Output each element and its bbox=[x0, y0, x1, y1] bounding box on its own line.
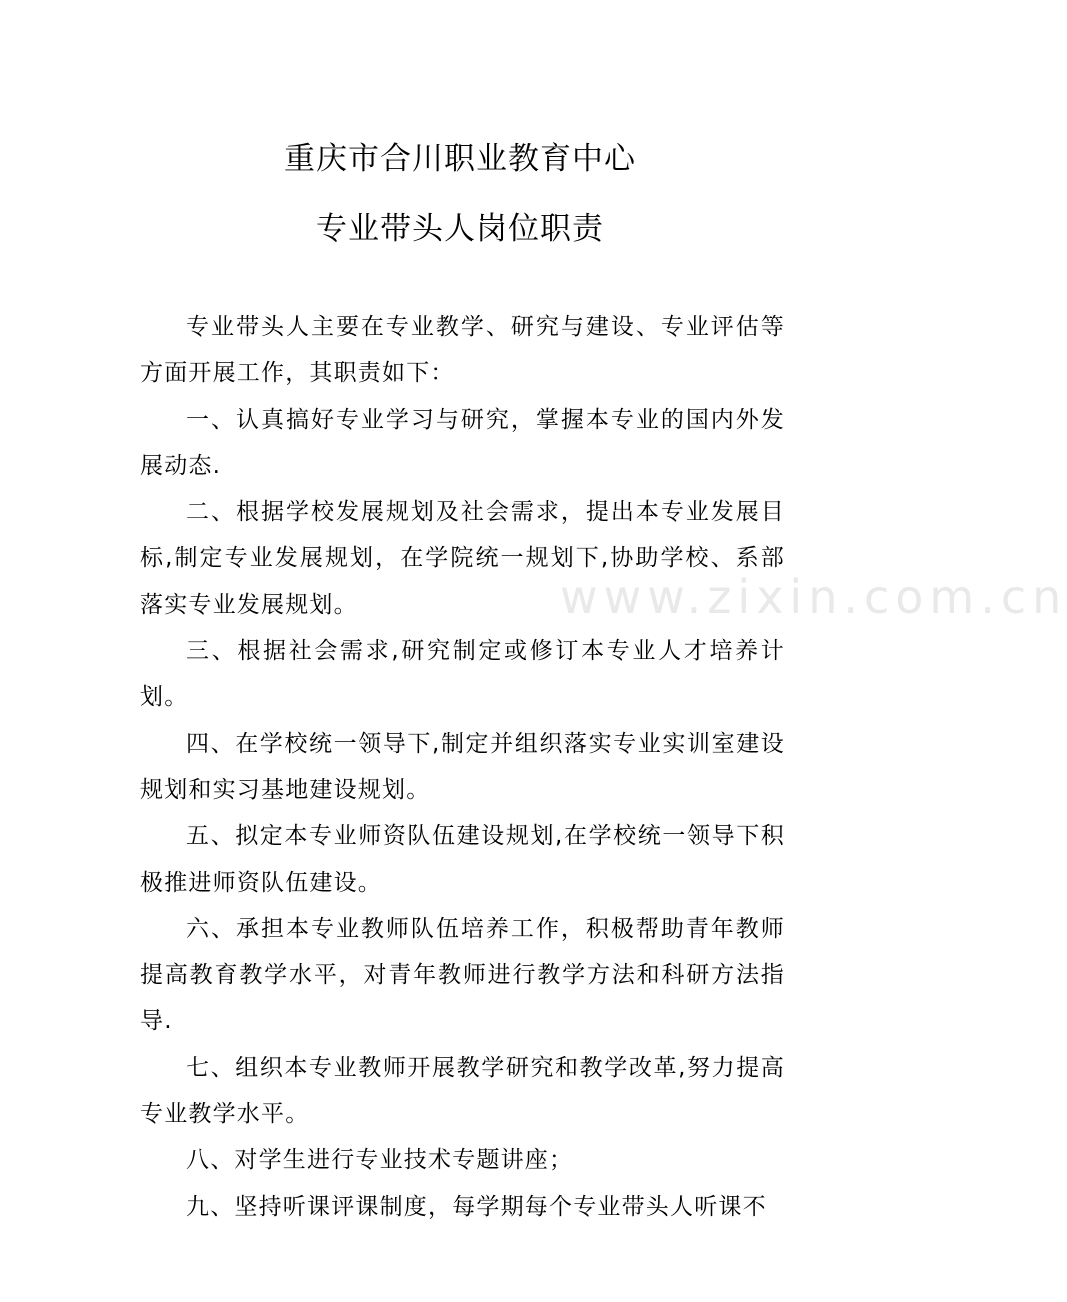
duty-item-1: 一、认真搞好专业学习与研究，掌握本专业的国内外发展动态. bbox=[140, 406, 785, 479]
duty-item-5: 五、拟定本专业师资队伍建设规划,在学校统一领导下积极推进师资队伍建设。 bbox=[140, 823, 785, 896]
duty-item-2: 二、根据学校发展规划及社会需求，提出本专业发展目标,制定专业发展规划，在学院统一规划下,协助学校、系部落实专业发展规划。 bbox=[140, 499, 785, 618]
document-subtitle: 专业带头人岗位职责 bbox=[316, 211, 604, 247]
document-body bbox=[140, 304, 785, 1230]
duty-item-9: 九、坚持听课评课制度，每学期每个专业带头人听课不 bbox=[186, 1193, 767, 1220]
duty-item-7: 七、组织本专业教师开展教学研究和教学改革,努力提高专业教学水平。 bbox=[140, 1054, 785, 1128]
watermark: www.zixin.com.cn bbox=[560, 570, 1067, 624]
document-title: 重庆市合川职业教育中心 bbox=[284, 141, 636, 177]
duty-item-6: 六、承担本专业教师队伍培养工作，积极帮助青年教师提高教育教学水平，对青年教师进行教学方法和科研方法指导. bbox=[140, 915, 785, 1035]
intro-paragraph: 专业带头人主要在专业教学、研究与建设、专业评估等方面开展工作，其职责如下： bbox=[140, 314, 785, 387]
duty-item-4: 四、在学校统一领导下,制定并组织落实专业实训室建设规划和实习基地建设规划。 bbox=[140, 730, 785, 803]
duty-item-3: 三、根据社会需求,研究制定或修订本专业人才培养计划。 bbox=[140, 638, 785, 711]
duty-item-8: 八、对学生进行专业技术专题讲座； bbox=[186, 1147, 574, 1174]
